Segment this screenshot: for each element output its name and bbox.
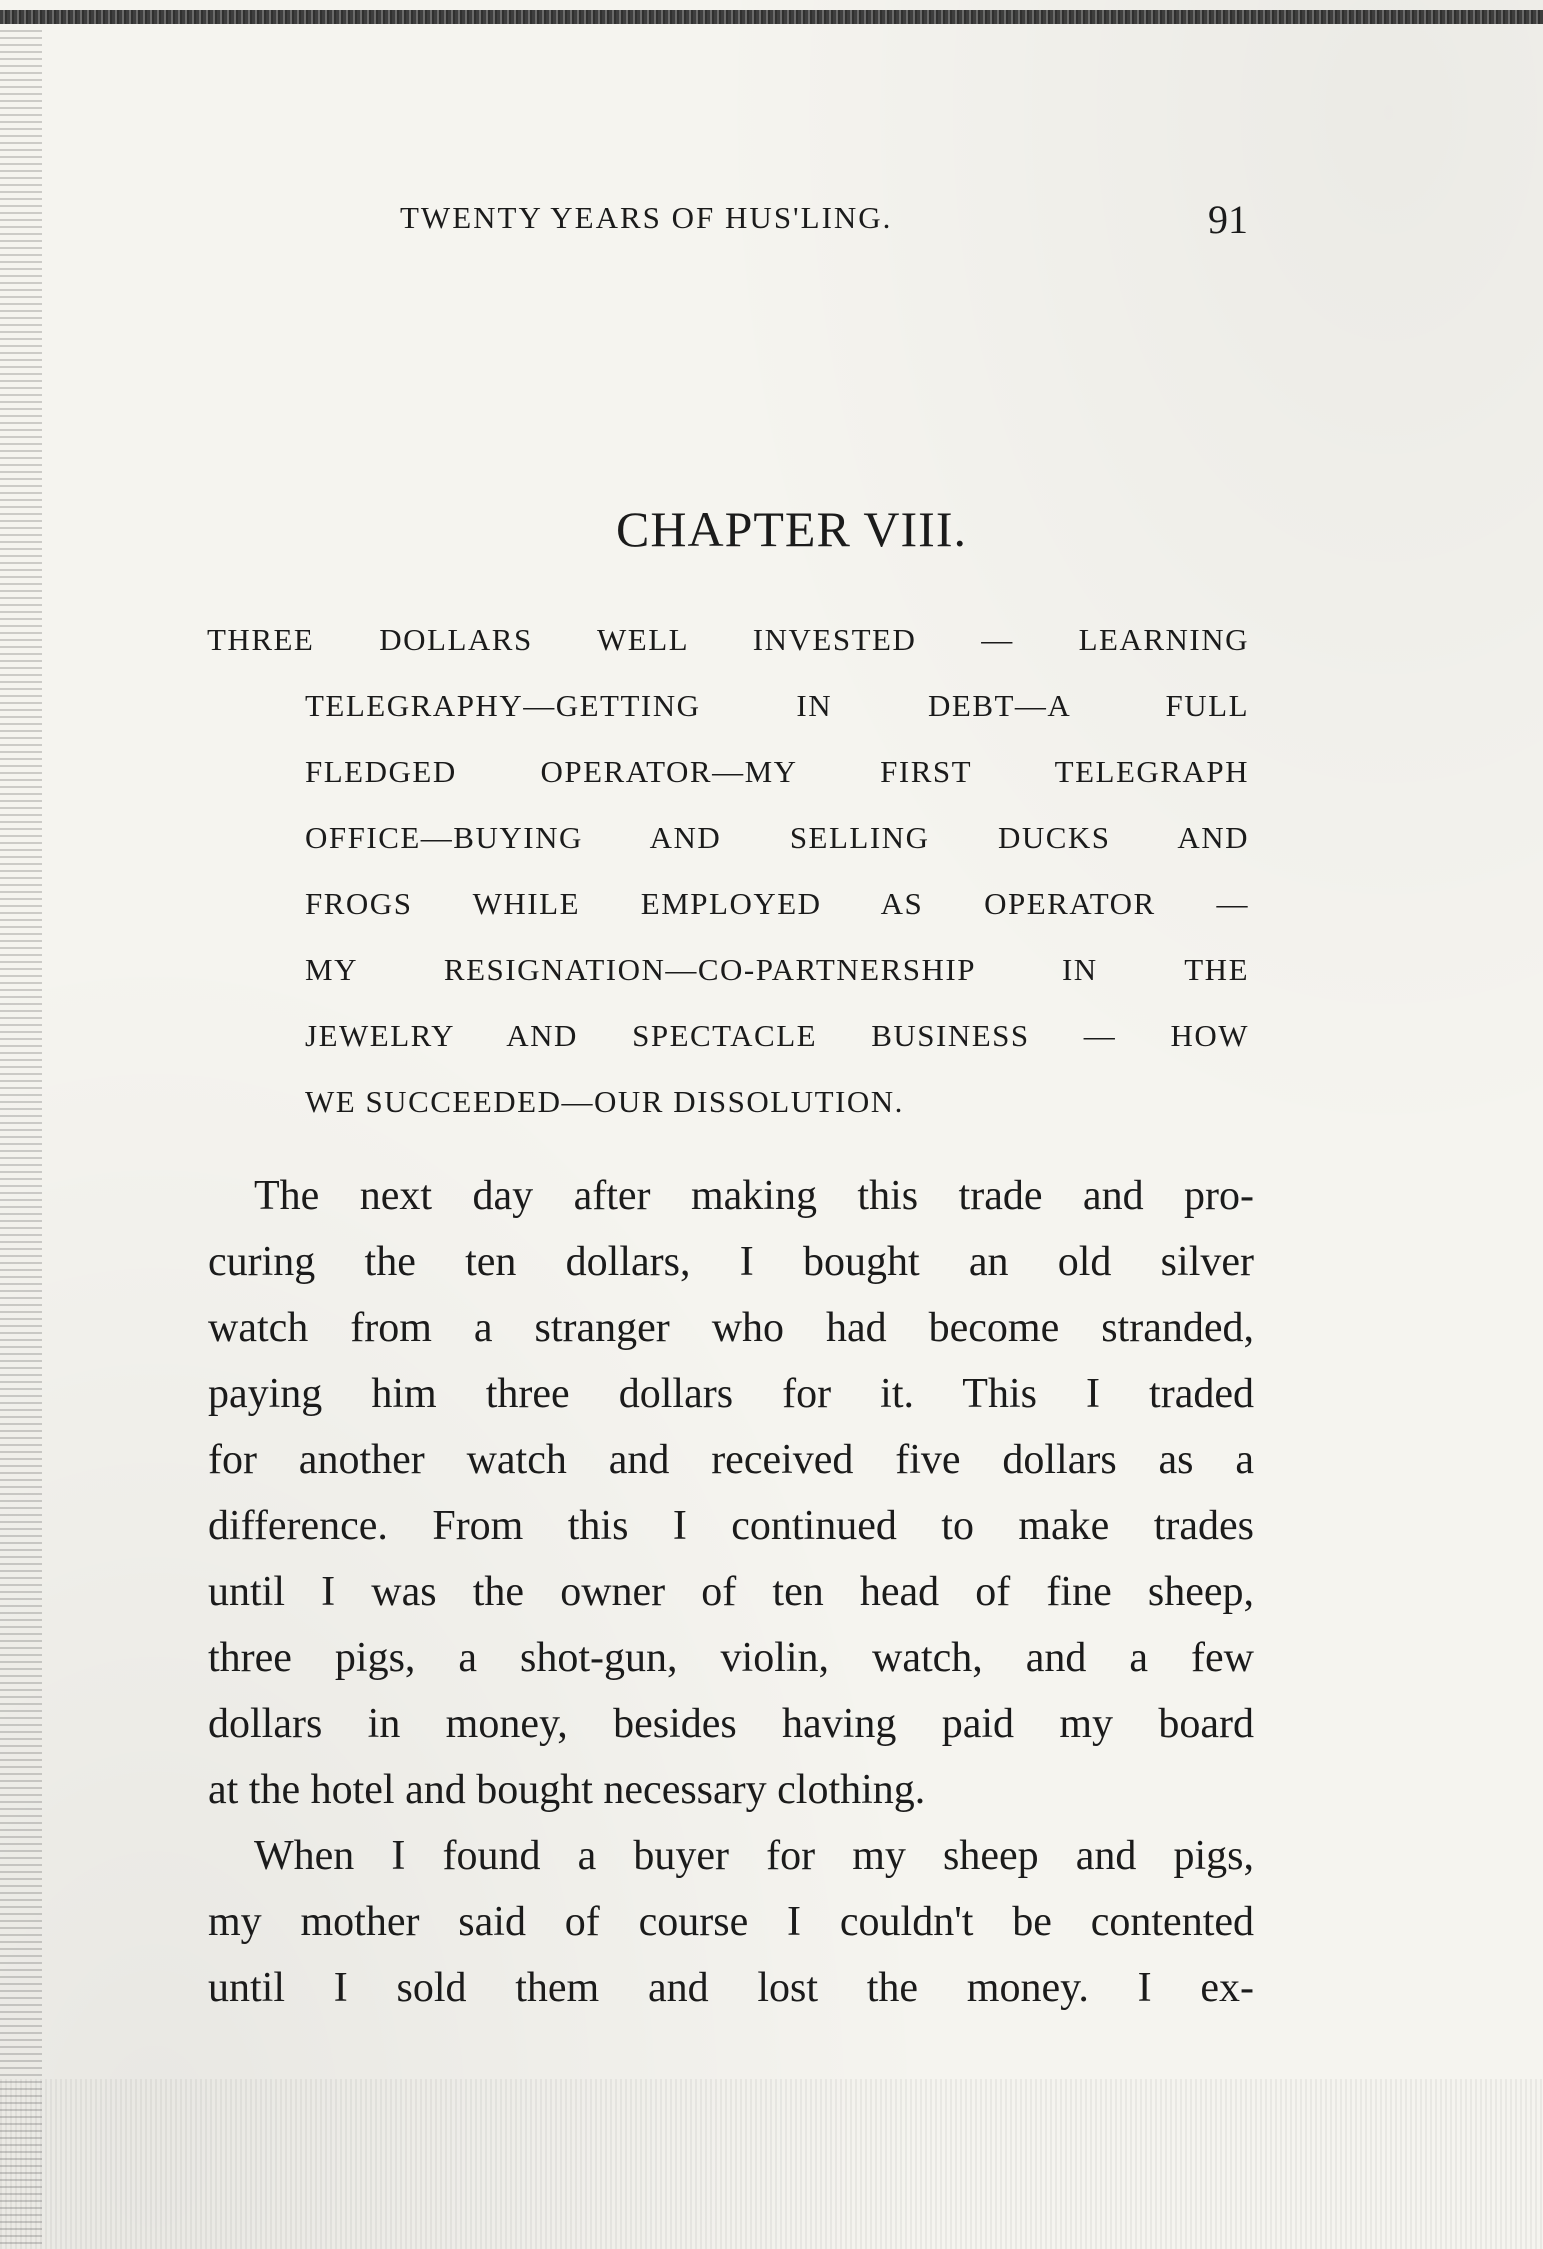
- scan-bottom-edge: [0, 2079, 1543, 2249]
- page-number: 91: [1208, 197, 1248, 242]
- text-line: difference. From this I continued to make trades: [208, 1503, 1254, 1549]
- running-header: [400, 197, 1260, 250]
- text-line: The next day after making this trade and pro-: [254, 1173, 1254, 1219]
- summary-line: THREE DOLLARS WELL INVESTED — LEARNING: [207, 622, 1249, 657]
- body-text: [208, 1163, 1254, 2021]
- summary-line: OFFICE—BUYING AND SELLING DUCKS AND: [305, 820, 1249, 855]
- text-line: three pigs, a shot-gun, violin, watch, and a few: [208, 1635, 1254, 1681]
- text-line: at the hotel and bought necessary clothing.: [208, 1767, 926, 1813]
- scan-top-edge: [0, 10, 1543, 24]
- scan-left-edge: [0, 30, 42, 2249]
- summary-line: MY RESIGNATION—CO-PARTNERSHIP IN THE: [305, 952, 1249, 987]
- text-line: until I was the owner of ten head of fine sheep,: [208, 1569, 1254, 1615]
- summary-line: FLEDGED OPERATOR—MY FIRST TELEGRAPH: [305, 754, 1249, 789]
- chapter-summary: [207, 607, 1249, 1135]
- text-line: When I found a buyer for my sheep and pigs,: [254, 1833, 1254, 1879]
- text-line: dollars in money, besides having paid my board: [208, 1701, 1254, 1747]
- paragraph-1: [208, 1163, 1254, 1823]
- running-title: TWENTY YEARS OF HUS'LING.: [400, 200, 893, 235]
- text-line: until I sold them and lost the money. I ex-: [208, 1965, 1254, 2011]
- chapter-title: CHAPTER VIII.: [616, 501, 967, 557]
- summary-line: TELEGRAPHY—GETTING IN DEBT—A FULL: [305, 688, 1249, 723]
- summary-line: FROGS WHILE EMPLOYED AS OPERATOR —: [305, 886, 1249, 921]
- paragraph-2: [208, 1823, 1254, 2021]
- text-line: paying him three dollars for it. This I traded: [208, 1371, 1254, 1417]
- text-line: watch from a stranger who had become stranded,: [208, 1305, 1254, 1351]
- text-line: curing the ten dollars, I bought an old silver: [208, 1239, 1254, 1285]
- summary-line: JEWELRY AND SPECTACLE BUSINESS — HOW: [305, 1018, 1249, 1053]
- text-line: for another watch and received five dollars as a: [208, 1437, 1254, 1483]
- summary-line: WE SUCCEEDED—OUR DISSOLUTION.: [305, 1084, 904, 1119]
- text-line: my mother said of course I couldn't be contented: [208, 1899, 1254, 1945]
